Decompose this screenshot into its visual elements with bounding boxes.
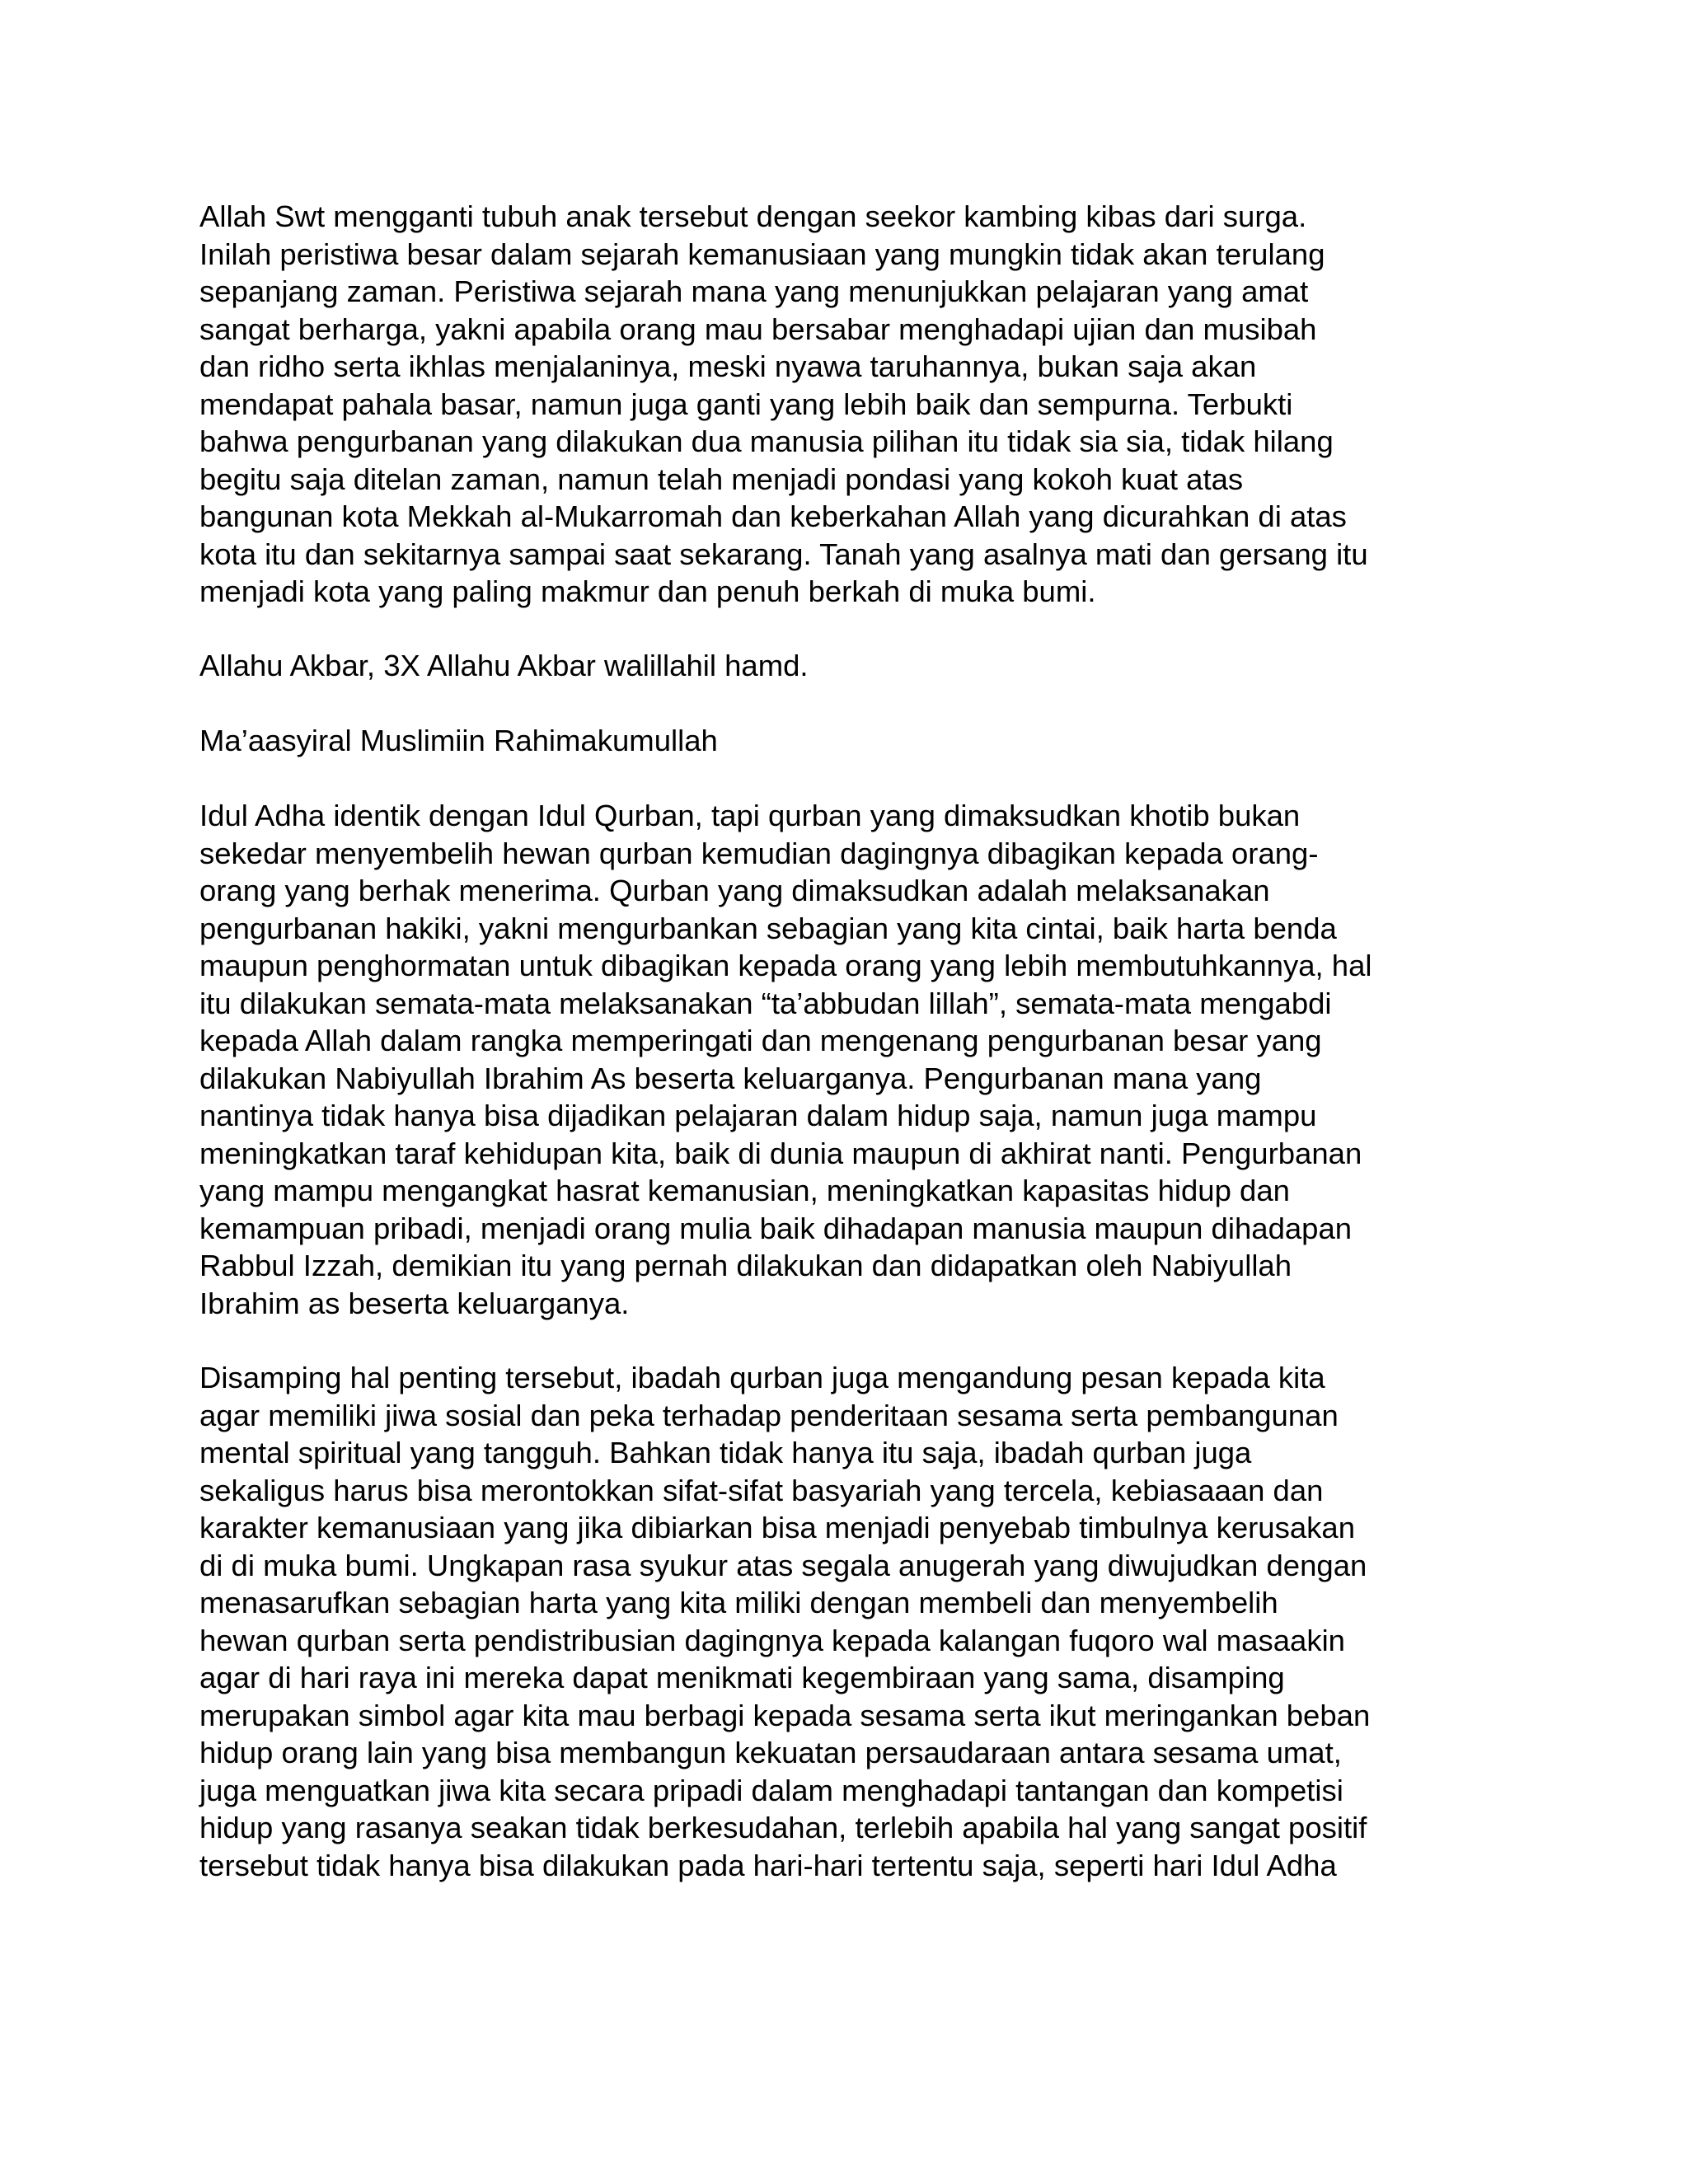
text-line: menjadi kota yang paling makmur dan penuh berkah di muka bumi. <box>199 574 1096 608</box>
text-line: sangat berharga, yakni apabila orang mau bersabar menghadapi ujian dan musibah <box>199 312 1317 346</box>
text-line: Idul Adha identik dengan Idul Qurban, tapi qurban yang dimaksudkan khotib bukan <box>199 799 1301 832</box>
paragraph <box>199 647 1502 685</box>
text-line: hidup yang rasanya seakan tidak berkesudahan, terlebih apabila hal yang sangat positif <box>199 1811 1367 1844</box>
text-line: Inilah peristiwa besar dalam sejarah kemanusiaan yang mungkin tidak akan terulang <box>199 237 1325 271</box>
text-line: nantinya tidak hanya bisa dijadikan pelajaran dalam hidup saja, namun juga mampu <box>199 1099 1317 1132</box>
text-line: sekaligus harus bisa merontokkan sifat-sifat basyariah yang tercela, kebiasaaan dan <box>199 1473 1324 1507</box>
text-line: mental spiritual yang tangguh. Bahkan tidak hanya itu saja, ibadah qurban juga <box>199 1436 1252 1469</box>
text-line: tersebut tidak hanya bisa dilakukan pada hari-hari tertentu saja, seperti hari Idul Adha <box>199 1848 1337 1882</box>
paragraph <box>199 797 1502 1322</box>
text-line: pengurbanan hakiki, yakni mengurbankan sebagian yang kita cintai, baik harta benda <box>199 911 1337 945</box>
text-line: di di muka bumi. Ungkapan rasa syukur atas segala anugerah yang diwujudkan dengan <box>199 1548 1367 1582</box>
text-line: bangunan kota Mekkah al-Mukarromah dan keberkahan Allah yang dicurahkan di atas <box>199 499 1347 533</box>
text-line: Allahu Akbar, 3X Allahu Akbar walillahil hamd. <box>199 649 809 682</box>
paragraph <box>199 198 1502 611</box>
text-line: yang mampu mengangkat hasrat kemanusian, meningkatkan kapasitas hidup dan <box>199 1174 1290 1207</box>
text-line: Allah Swt mengganti tubuh anak tersebut dengan seekor kambing kibas dari surga. <box>199 199 1307 233</box>
text-line: hewan qurban serta pendistribusian dagingnya kepada kalangan fuqoro wal masaakin <box>199 1623 1345 1657</box>
text-line: begitu saja ditelan zaman, namun telah menjadi pondasi yang kokoh kuat atas <box>199 462 1244 496</box>
text-line: agar di hari raya ini mereka dapat menikmati kegembiraan yang sama, disamping <box>199 1661 1285 1694</box>
text-line: hidup orang lain yang bisa membangun kekuatan persaudaraan antara sesama umat, <box>199 1736 1342 1769</box>
text-line: juga menguatkan jiwa kita secara pripadi dalam menghadapi tantangan dan kompetisi <box>199 1773 1343 1807</box>
text-line: sekedar menyembelih hewan qurban kemudian dagingnya dibagikan kepada orang- <box>199 836 1319 870</box>
text-line: Disamping hal penting tersebut, ibadah qurban juga mengandung pesan kepada kita <box>199 1361 1325 1394</box>
text-line: kemampuan pribadi, menjadi orang mulia baik dihadapan manusia maupun dihadapan <box>199 1211 1353 1245</box>
text-line: Rabbul Izzah, demikian itu yang pernah dilakukan dan didapatkan oleh Nabiyullah <box>199 1249 1292 1282</box>
text-line: meningkatkan taraf kehidupan kita, baik di dunia maupun di akhirat nanti. Pengurbanan <box>199 1136 1362 1170</box>
text-line: orang yang berhak menerima. Qurban yang dimaksudkan adalah melaksanakan <box>199 874 1270 907</box>
text-line: merupakan simbol agar kita mau berbagi kepada sesama serta ikut meringankan beban <box>199 1698 1371 1732</box>
paragraph <box>199 722 1502 760</box>
text-line: menasarufkan sebagian harta yang kita miliki dengan membeli dan menyembelih <box>199 1586 1278 1619</box>
text-line: kota itu dan sekitarnya sampai saat sekarang. Tanah yang asalnya mati dan gersang itu <box>199 537 1368 571</box>
paragraph <box>199 1359 1502 1884</box>
text-line: maupun penghormatan untuk dibagikan kepada orang yang lebih membutuhkannya, hal <box>199 949 1372 982</box>
text-line: Ibrahim as beserta keluarganya. <box>199 1286 630 1320</box>
text-line: bahwa pengurbanan yang dilakukan dua manusia pilihan itu tidak sia sia, tidak hilang <box>199 424 1334 458</box>
text-line: kepada Allah dalam rangka memperingati dan mengenang pengurbanan besar yang <box>199 1024 1322 1057</box>
text-line: dilakukan Nabiyullah Ibrahim As beserta keluarganya. Pengurbanan mana yang <box>199 1061 1262 1095</box>
text-line: dan ridho serta ikhlas menjalaninya, meski nyawa taruhannya, bukan saja akan <box>199 349 1257 383</box>
text-line: karakter kemanusiaan yang jika dibiarkan bisa menjadi penyebab timbulnya kerusakan <box>199 1511 1356 1544</box>
text-line: Ma’aasyiral Muslimiin Rahimakumullah <box>199 724 718 757</box>
text-line: mendapat pahala basar, namun juga ganti yang lebih baik dan sempurna. Terbukti <box>199 387 1293 421</box>
text-line: agar memiliki jiwa sosial dan peka terhadap penderitaan sesama serta pembangunan <box>199 1398 1339 1432</box>
text-line: sepanjang zaman. Peristiwa sejarah mana yang menunjukkan pelajaran yang amat <box>199 274 1309 308</box>
text-line: itu dilakukan semata-mata melaksanakan “ta’abbudan lillah”, semata-mata mengabdi <box>199 986 1332 1020</box>
